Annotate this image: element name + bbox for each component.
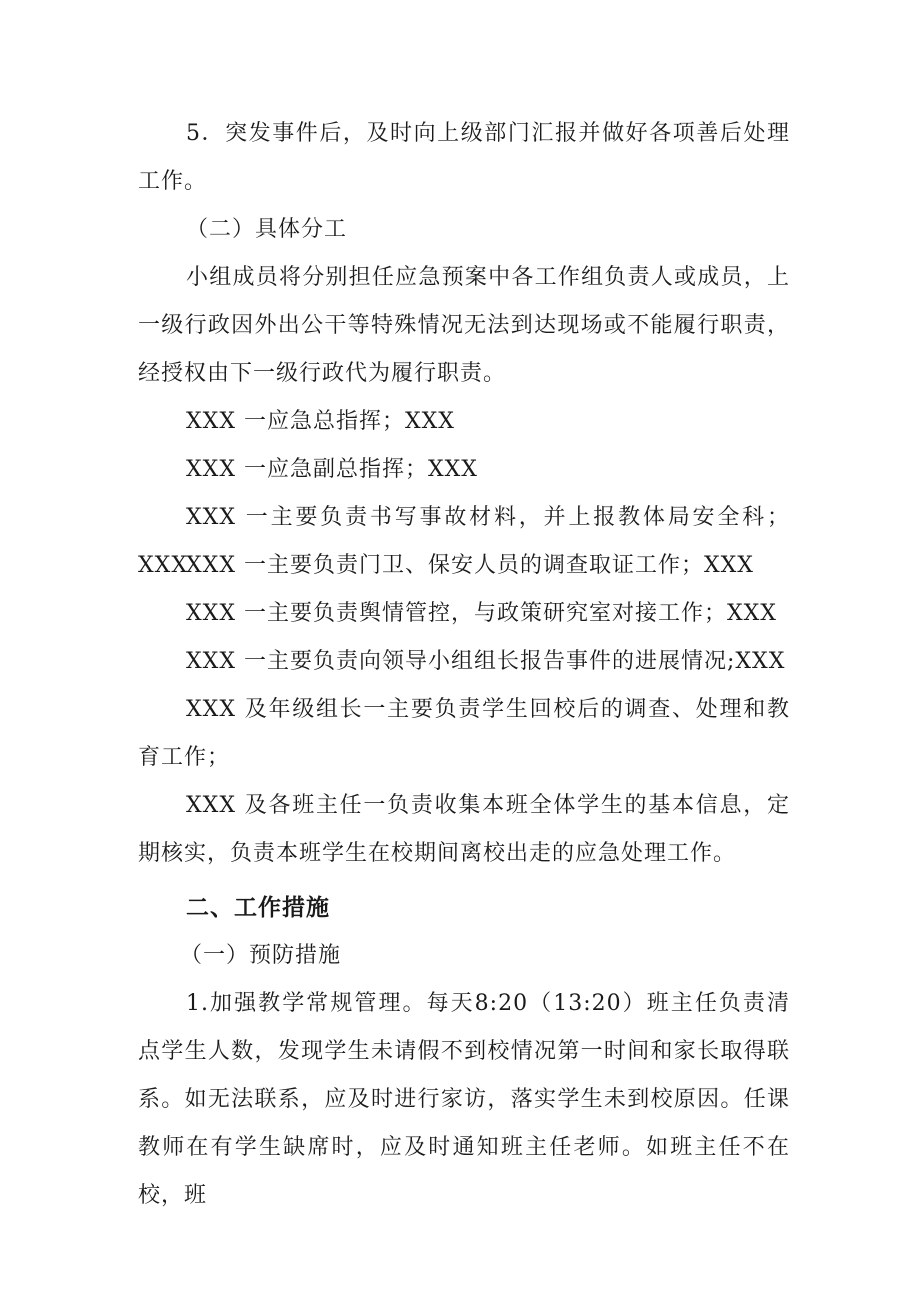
chapter-title-work-measures: 二、工作措施 — [186, 895, 330, 921]
paragraph-measure-1: 1.加强教学常规管理。每天8:20（13:20）班主任负责清点学生人数，发现学生未请假不到校情况第一时间和家长取得联系。如无法联系，应及时进行家访，落实学生未到校原因。任课教师在有学生缺席时，应及时通知班主任老师。如班主任不在校，班 — [138, 991, 790, 1208]
role-line-2: XXX 一应急副总指挥；XXX — [186, 457, 478, 482]
paragraph-intro: 小组成员将分别担任应急预案中各工作组负责人或成员，上一级行政因外出公干等特殊情况无法到达现场或不能履行职责，经授权由下一级行政代为履行职责。 — [138, 265, 790, 386]
role-line-3: XXX 一主要负责书写事故材料，并上报教体局安全科；XXX — [138, 505, 790, 578]
role-line-1: XXX 一应急总指挥；XXX — [186, 409, 455, 434]
role-line-7: XXX 及年级组长一主要负责学生回校后的调查、处理和教育工作； — [138, 697, 790, 770]
role-line-5: XXX 一主要负责舆情管控，与政策研究室对接工作；XXX — [186, 601, 777, 626]
role-line-8: XXX 及各班主任一负责收集本班全体学生的基本信息，定期核实，负责本班学生在校期间离校出走的应急处理工作。 — [138, 793, 790, 866]
role-line-6: XXX 一主要负责向领导小组组长报告事件的进展情况;XXX — [186, 649, 786, 674]
paragraph-item-5: 5．突发事件后，及时向上级部门汇报并做好各项善后处理工作。 — [138, 121, 790, 194]
section-title-division-of-labor: （二）具体分工 — [186, 217, 348, 242]
role-line-4: XXX 一主要负责门卫、保安人员的调查取证工作；XXX — [186, 553, 754, 578]
subsection-title-preventive-measures: （一）预防措施 — [180, 943, 342, 968]
